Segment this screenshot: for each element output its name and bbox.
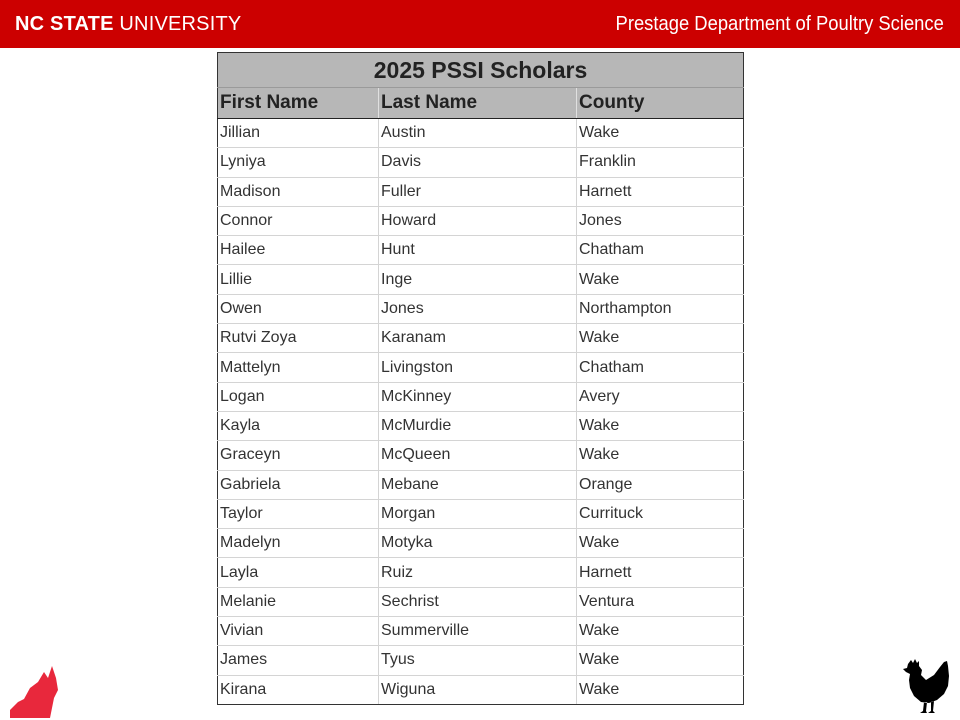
table-row [218, 353, 744, 382]
first-name-cell: Logan [218, 382, 379, 411]
county-cell: Wake [577, 441, 744, 470]
county-cell: Wake [577, 119, 744, 148]
table-row [218, 206, 744, 235]
first-name-cell: James [218, 646, 379, 675]
first-name-cell: Hailee [218, 236, 379, 265]
table-row [218, 617, 744, 646]
first-name-cell: Mattelyn [218, 353, 379, 382]
table-row [218, 148, 744, 177]
county-cell: Wake [577, 617, 744, 646]
brand-strong-text: NC STATE [15, 13, 114, 35]
first-name-cell: Connor [218, 206, 379, 235]
table-row [218, 324, 744, 353]
first-name-cell: Kirana [218, 675, 379, 704]
first-name-cell: Madison [218, 177, 379, 206]
first-name-cell: Vivian [218, 617, 379, 646]
first-name-cell: Gabriela [218, 470, 379, 499]
last-name-cell: Hunt [379, 236, 577, 265]
county-cell: Northampton [577, 294, 744, 323]
column-header-first-name: First Name [218, 88, 379, 119]
header-banner [0, 0, 960, 48]
first-name-cell: Rutvi Zoya [218, 324, 379, 353]
county-cell: Wake [577, 675, 744, 704]
first-name-cell: Lillie [218, 265, 379, 294]
county-cell: Wake [577, 265, 744, 294]
county-cell: Wake [577, 411, 744, 440]
county-cell: Wake [577, 324, 744, 353]
last-name-cell: Ruiz [379, 558, 577, 587]
last-name-cell: Sechrist [379, 587, 577, 616]
county-cell: Wake [577, 646, 744, 675]
brand-light-text: UNIVERSITY [119, 13, 242, 35]
table-row [218, 265, 744, 294]
last-name-cell: Inge [379, 265, 577, 294]
table-row [218, 529, 744, 558]
last-name-cell: Morgan [379, 499, 577, 528]
wolf-logo-icon [8, 664, 60, 718]
last-name-cell: McKinney [379, 382, 577, 411]
first-name-cell: Melanie [218, 587, 379, 616]
table-row [218, 587, 744, 616]
scholars-table [217, 52, 744, 705]
table-title-row [218, 53, 744, 88]
table-row [218, 382, 744, 411]
county-cell: Ventura [577, 587, 744, 616]
last-name-cell: Summerville [379, 617, 577, 646]
table-row [218, 411, 744, 440]
table-body [218, 119, 744, 705]
hen-silhouette-icon [900, 658, 950, 714]
first-name-cell: Kayla [218, 411, 379, 440]
first-name-cell: Layla [218, 558, 379, 587]
last-name-cell: Wiguna [379, 675, 577, 704]
table-header-row [218, 88, 744, 119]
last-name-cell: Tyus [379, 646, 577, 675]
column-header-county: County [577, 88, 744, 119]
county-cell: Franklin [577, 148, 744, 177]
column-header-last-name: Last Name [379, 88, 577, 119]
first-name-cell: Madelyn [218, 529, 379, 558]
table-row [218, 119, 744, 148]
county-cell: Harnett [577, 177, 744, 206]
county-cell: Harnett [577, 558, 744, 587]
last-name-cell: Motyka [379, 529, 577, 558]
scholars-table-container [217, 52, 743, 705]
first-name-cell: Taylor [218, 499, 379, 528]
last-name-cell: Fuller [379, 177, 577, 206]
last-name-cell: Davis [379, 148, 577, 177]
last-name-cell: McQueen [379, 441, 577, 470]
table-row [218, 177, 744, 206]
county-cell: Orange [577, 470, 744, 499]
county-cell: Avery [577, 382, 744, 411]
last-name-cell: Howard [379, 206, 577, 235]
county-cell: Currituck [577, 499, 744, 528]
table-row [218, 646, 744, 675]
department-name: Prestage Department of Poultry Science [615, 13, 944, 35]
last-name-cell: Livingston [379, 353, 577, 382]
county-cell: Jones [577, 206, 744, 235]
county-cell: Chatham [577, 353, 744, 382]
first-name-cell: Graceyn [218, 441, 379, 470]
last-name-cell: Austin [379, 119, 577, 148]
table-row [218, 558, 744, 587]
last-name-cell: Karanam [379, 324, 577, 353]
first-name-cell: Lyniya [218, 148, 379, 177]
last-name-cell: McMurdie [379, 411, 577, 440]
university-wordmark[interactable] [15, 12, 241, 36]
table-row [218, 441, 744, 470]
first-name-cell: Jillian [218, 119, 379, 148]
table-row [218, 499, 744, 528]
last-name-cell: Mebane [379, 470, 577, 499]
county-cell: Wake [577, 529, 744, 558]
first-name-cell: Owen [218, 294, 379, 323]
table-row [218, 236, 744, 265]
table-row [218, 470, 744, 499]
table-title: 2025 PSSI Scholars [218, 53, 744, 88]
table-row [218, 294, 744, 323]
last-name-cell: Jones [379, 294, 577, 323]
county-cell: Chatham [577, 236, 744, 265]
table-row [218, 675, 744, 704]
